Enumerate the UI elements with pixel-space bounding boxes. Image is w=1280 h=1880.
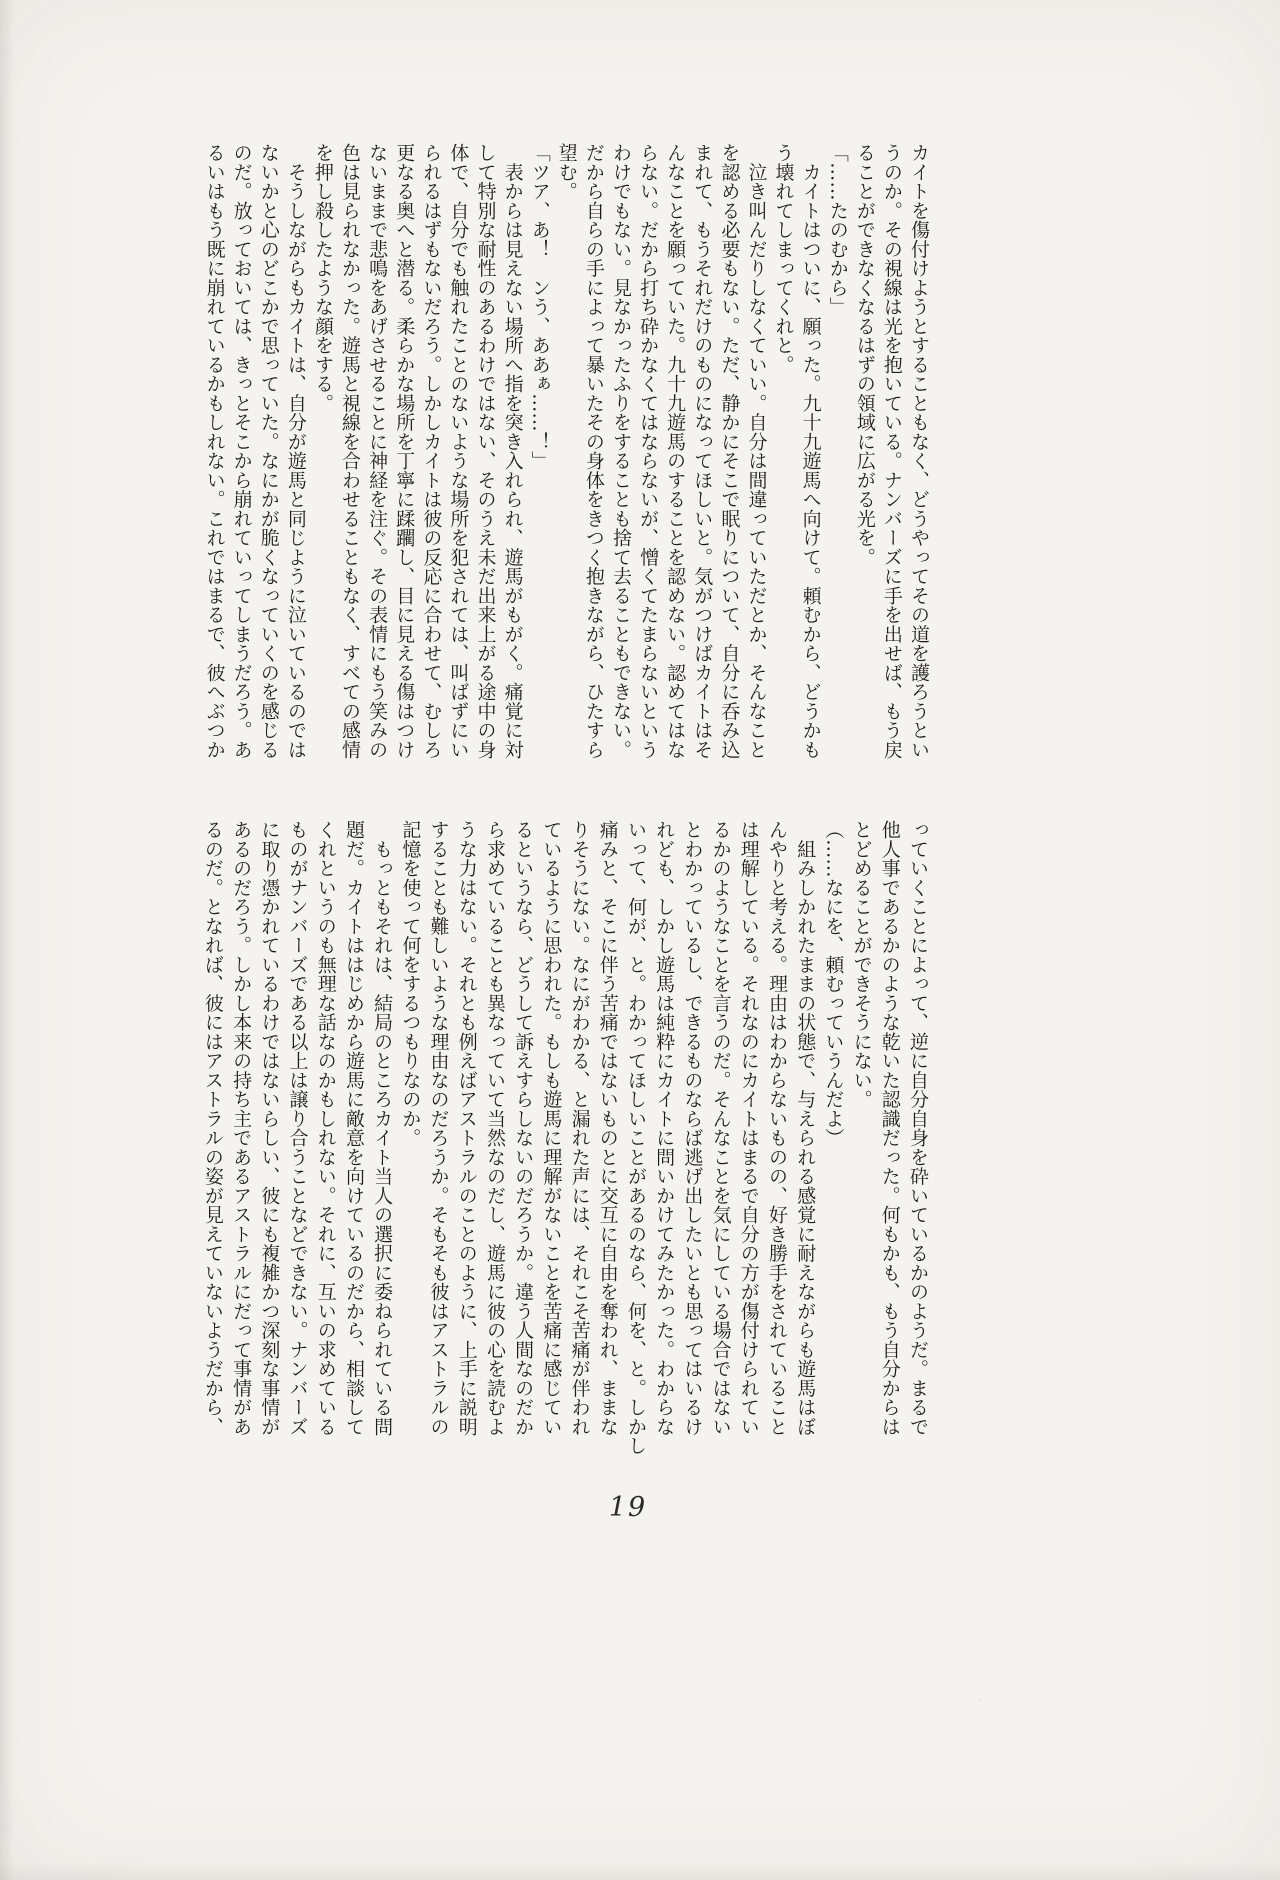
text-line: あるのだろう。しかし本来の持ち主であるアストラルにだって事情があ xyxy=(230,820,253,1436)
text-line: 色は見られなかった。遊馬と視線を合わせることもなく、すべての感情 xyxy=(339,143,362,759)
text-line: 望む。 xyxy=(555,143,578,201)
text-line: 「……たのむから」 xyxy=(826,143,849,317)
text-line: 記憶を使って何をするつもりなのか。 xyxy=(399,820,422,1148)
text-line: は理解している。それなのにカイトはまるで自分の方が傷付けられてい xyxy=(737,820,760,1436)
text-line: らない。だから打ち砕かなくてはならないが、憎くてたまらないという xyxy=(637,143,660,759)
text-line: を押し殺したような顔をする。 xyxy=(311,143,334,413)
text-line: ることができなくなるはずの領域に広がる光を。 xyxy=(853,143,876,567)
text-line: カイトはついに、願った。九十九遊馬へ向けて。頼むから、どうかも xyxy=(799,143,822,759)
text-line: るというなら、どうして訴えすらしないのだろうか。違う人間なのだか xyxy=(512,820,535,1436)
text-line: を認める必要もない。ただ、静かにそこで眠りについて、自分に呑み込 xyxy=(718,143,741,759)
text-line: 体で、自分でも触れたことのないような場所を犯されては、叫ばずにい xyxy=(447,143,470,759)
text-line: （……なにを、頼むっていうんだよ） xyxy=(822,820,845,1148)
text-line: れども、しかし遊馬は純粋にカイトに問いかけてみたかった。わからな xyxy=(653,820,676,1436)
text-line: ないかと心のどこかで思っていた。なにかが脆くなっていくのを感じる xyxy=(257,143,280,759)
text-line: 組みしかれたままの状態で、与えられる感覚に耐えながらも遊馬はぼ xyxy=(794,820,817,1436)
text-line: 「ツア、あ！ ンう、ああぁ……！」 xyxy=(528,143,551,471)
text-line: ものがナンバーズである以上は譲り合うことなどできない。ナンバーズ xyxy=(286,820,309,1436)
text-line: っていくことによって、逆に自分自身を砕いているかのようだ。まるで xyxy=(907,820,929,1436)
text-line: るのだ。となれば、彼にはアストラルの姿が見えていないようだから、 xyxy=(201,820,224,1436)
text-line: もっともそれは、結局のところカイト当人の選択に委ねられている問 xyxy=(371,820,394,1436)
text-line: わけでもない。見なかったふりをすることも捨て去ることもできない。 xyxy=(609,143,632,759)
text-line: 痛みと、そこに伴う苦痛ではないものとに交互に自由を奪われ、ままな xyxy=(596,820,619,1436)
text-line: して特別な耐性のあるわけではない、そのうえ未だ出来上がる途中の身 xyxy=(474,143,497,759)
text-line: ているように思われた。もしも遊馬に理解がないことを苦痛に感じてい xyxy=(540,820,563,1436)
text-line: んなことを願っていた。九十九遊馬のすることを認めない。認めてはな xyxy=(664,143,687,759)
page-number: 19 xyxy=(608,1492,648,1523)
text-line: とわかっているし、できるものならば逃げ出したいとも思ってはいるけ xyxy=(681,820,704,1436)
text-line: るいはもう既に崩れているかもしれない。これではまるで、彼へぶつか xyxy=(203,143,226,759)
text-line: 更なる奥へと潜る。柔らかな場所を丁寧に蹂躙し、目に見える傷はつけ xyxy=(393,143,416,759)
text-line: 他人事であるかのような乾いた認識だった。何もかも、もう自分からは xyxy=(878,820,901,1436)
text-line: カイトを傷付けようとすることもなく、どうやってその道を護ろうとい xyxy=(908,143,930,759)
text-line: のだ。放っておいては、きっとそこから崩れていってしまうだろう。あ xyxy=(230,143,253,759)
text-line: 表からは見えない場所へ指を突き入れられ、遊馬がもがく。痛覚に対 xyxy=(501,143,524,759)
text-line: ら求めていることも異なっていて当然なのだし、遊馬に彼の心を読むよ xyxy=(483,820,506,1436)
text-line: いって、何が、と。わかってほしいことがあるのなら、何を、と。しかし xyxy=(624,820,647,1456)
text-line: ないままで悲鳴をあげさせることに神経を注ぐ。その表情にもう笑みの xyxy=(366,143,389,759)
text-line: うのか。その視線は光を抱いている。ナンバーズに手を出せば、もう戻 xyxy=(880,143,903,759)
text-line: う壊れてしまってくれと。 xyxy=(772,143,795,374)
text-line: んやりと考える。理由はわからないものの、好き勝手をされていること xyxy=(765,820,788,1436)
text-line: そうしながらもカイトは、自分が遊馬と同じように泣いているのでは xyxy=(284,143,307,759)
text-line: られるはずもないだろう。しかしカイトは彼の反応に合わせて、むしろ xyxy=(420,143,443,759)
text-line: に取り憑かれているわけではないらしい、彼にも複雑かつ深刻な事情が xyxy=(258,820,281,1436)
text-line: とどめることができそうにない。 xyxy=(850,820,873,1109)
text-line: うな力はない。それとも例えばアストラルのことのように、上手に説明 xyxy=(455,820,478,1436)
top-text-block xyxy=(200,143,932,775)
text-line: だから自らの手によって暴いたその身体をきつく抱きながら、ひたすら xyxy=(582,143,605,759)
text-line: することも難しいような理由なのだろうか。そもそも彼はアストラルの xyxy=(427,820,450,1436)
text-line: くれというのも無理な話なのかもしれない。それに、互いの求めている xyxy=(314,820,337,1436)
text-line: 泣き叫んだりしなくていい。自分は間違っていただとか、そんなこと xyxy=(745,143,768,759)
text-line: りそうにない。なにがわかる、と漏れた声には、それこそ苦痛が伴われ xyxy=(568,820,591,1436)
bottom-text-block xyxy=(199,820,932,1460)
text-line: 題だ。カイトははじめから遊馬に敵意を向けているのだから、相談して xyxy=(342,820,365,1436)
text-line: るかのようなことを言うのだ。そんなことを気にしている場合ではない xyxy=(709,820,732,1436)
text-line: まれて、もうそれだけのものになってほしいと。気がつけばカイトはそ xyxy=(691,143,714,759)
